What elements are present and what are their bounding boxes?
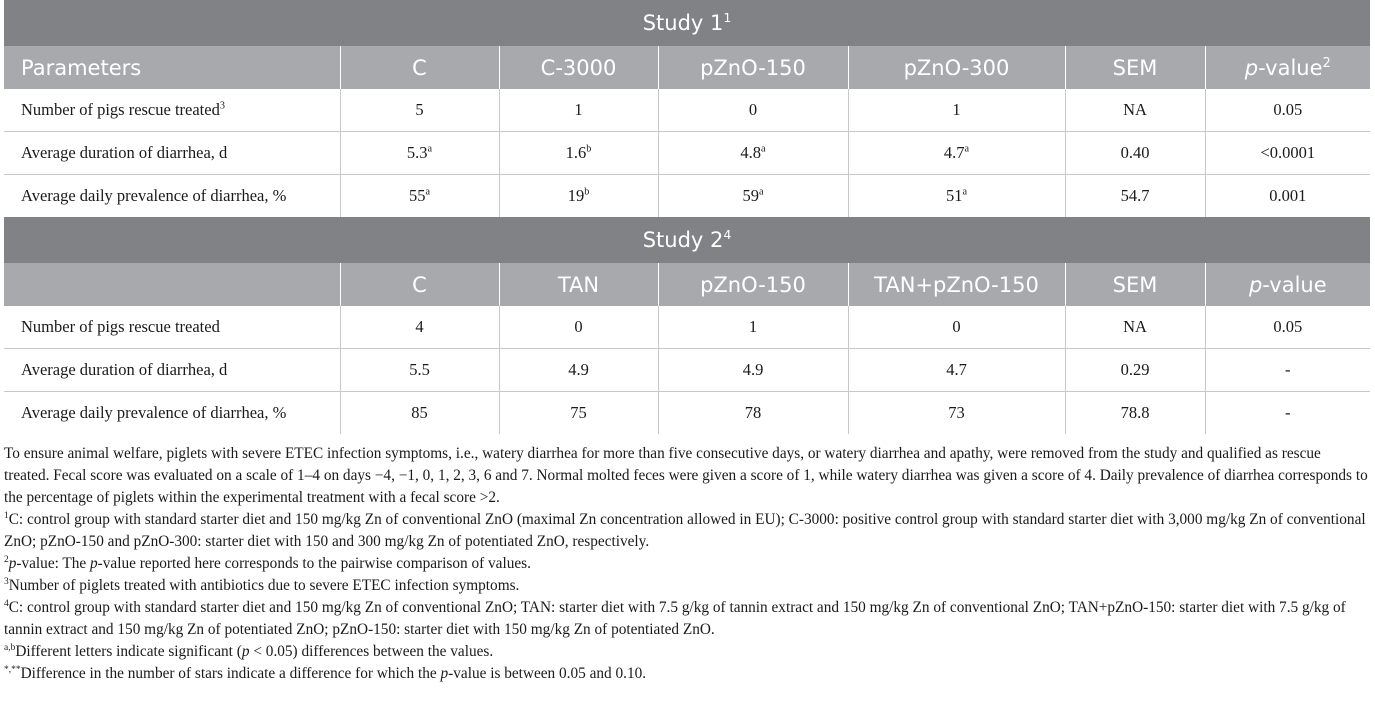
column-header — [4, 263, 340, 306]
column-header: C-3000 — [499, 46, 658, 89]
table-footnotes — [4, 443, 1370, 685]
study1-title-row — [4, 0, 1370, 46]
row-label: Average daily prevalence of diarrhea, % — [21, 186, 287, 205]
table-cell: 0.29 — [1065, 349, 1205, 392]
footnote-3: $^3$Number of piglets treated with antibiotics due to severe ETEC infection symptoms. — [4, 576, 520, 594]
table-cell: 1 — [499, 89, 658, 132]
study1-title-text: Study 1 — [642, 11, 724, 35]
table-cell: 73 — [848, 392, 1065, 435]
table-cell: 0 — [499, 306, 658, 349]
row-label: Number of pigs rescue treated — [4, 306, 340, 349]
table-cell: <0.0001 — [1205, 132, 1370, 175]
footnote-4: $^4$C: control group with standard starter diet and 150 mg/kg Zn of conventional ZnO; TAN: starter diet with 7.5 g/kg of tannin extract and 150 mg/kg Zn of conventional ZnO; TAN+pZnO-150: starter diet with 7.5 g/kg of tannin extract and 150 mg/kg Zn of potentiated ZnO; pZnO-150: starter diet with 150 mg/kg Zn of potentiated ZnO. — [4, 598, 1346, 638]
footnote-intro: To ensure animal welfare, piglets with severe ETEC infection symptoms, i.e., watery diarrhea for more than five consecutive days, or watery diarrhea and apathy, were removed from the study and qualified as rescue treated. Fecal score was evaluated on a scale of 1–4 on days −4, −1, 0, 1, 2, 3, 6 and 7. Normal molted feces were given a score of 1, while watery diarrhea was given a score of 4. Daily prevalence of diarrhea corresponds to the percentage of piglets within the experimental treatment with a fecal score >2. — [4, 445, 1368, 506]
table-cell: 59$^a$ — [658, 175, 848, 218]
column-header: pZnO-150 — [658, 263, 848, 306]
table-row — [4, 89, 1370, 132]
table-cell: 1 — [658, 306, 848, 349]
column-header: C — [340, 46, 499, 89]
study1-title — [4, 0, 1370, 46]
table-cell: 4.7$^a$ — [848, 132, 1065, 175]
table-cell: 5 — [340, 89, 499, 132]
table-cell: 0.001 — [1205, 175, 1370, 218]
footnote-2: $^2$p-value: The p-value reported here corresponds to the pairwise comparison of values. — [4, 554, 531, 572]
table-cell: 4.8$^a$ — [658, 132, 848, 175]
table-cell: NA — [1065, 306, 1205, 349]
table-cell: 19$^b$ — [499, 175, 658, 218]
column-header: TAN+pZnO-150 — [848, 263, 1065, 306]
study1-title-footnote: 1 — [723, 10, 732, 25]
column-header: pZnO-150 — [658, 46, 848, 89]
table-cell: 78.8 — [1065, 392, 1205, 435]
column-header: TAN — [499, 263, 658, 306]
study2-title-footnote: 4 — [723, 227, 732, 242]
row-label: Average daily prevalence of diarrhea, % — [21, 403, 287, 422]
table-cell: 0.05 — [1205, 306, 1370, 349]
table-cell: 55$^a$ — [340, 175, 499, 218]
table-cell: 4.7 — [848, 349, 1065, 392]
study2-title — [4, 217, 1370, 263]
results-table — [4, 0, 1370, 434]
table-cell: 78 — [658, 392, 848, 435]
study2-title-text: Study 2 — [642, 228, 724, 252]
table-cell: - — [1205, 349, 1370, 392]
column-header-pvalue: p-value$^2$ — [1205, 46, 1370, 89]
column-header: SEM — [1065, 46, 1205, 89]
table-cell: 75 — [499, 392, 658, 435]
study1-header-row — [4, 46, 1370, 89]
table-cell: 0.05 — [1205, 89, 1370, 132]
column-header: C — [340, 263, 499, 306]
table-cell: 0 — [848, 306, 1065, 349]
row-label: Average duration of diarrhea, d — [4, 349, 340, 392]
column-header-pvalue: p-value — [1205, 263, 1370, 306]
table-row — [4, 132, 1370, 175]
table-cell: NA — [1065, 89, 1205, 132]
table-row — [4, 349, 1370, 392]
table-cell: 54.7 — [1065, 175, 1205, 218]
table-row — [4, 392, 1370, 435]
table-row — [4, 306, 1370, 349]
table-row — [4, 175, 1370, 218]
table-cell: 4 — [340, 306, 499, 349]
column-header: SEM — [1065, 263, 1205, 306]
study2-title-row — [4, 217, 1370, 263]
table-cell: 51$^a$ — [848, 175, 1065, 218]
table-cell: 4.9 — [499, 349, 658, 392]
table-cell: 85 — [340, 392, 499, 435]
table-cell: 1 — [848, 89, 1065, 132]
table-cell: 0 — [658, 89, 848, 132]
study2-header-row — [4, 263, 1370, 306]
table-cell: 0.40 — [1065, 132, 1205, 175]
row-label: Number of pigs rescue treated$^3$ — [4, 89, 340, 132]
table-cell: 1.6$^b$ — [499, 132, 658, 175]
footnote-1: $^1$C: control group with standard starter diet and 150 mg/kg Zn of conventional ZnO (maximal Zn concentration allowed in EU); C-3000: positive control group with standard starter diet with 3,000 mg/kg Zn of conventional ZnO; pZnO-150 and pZnO-300: starter diet with 150 and 300 mg/kg Zn of potentiated ZnO, respectively. — [4, 510, 1366, 550]
table-cell: 4.9 — [658, 349, 848, 392]
footnote-letters: $^{a,b}$Different letters indicate significant (p < 0.05) differences between the values. — [4, 642, 494, 660]
table-cell: 5.5 — [340, 349, 499, 392]
row-label: Average duration of diarrhea, d — [4, 132, 340, 175]
table-cell: 5.3$^a$ — [340, 132, 499, 175]
table-cell: - — [1205, 392, 1370, 435]
column-header: pZnO-300 — [848, 46, 1065, 89]
column-header: Parameters — [4, 46, 340, 89]
results-table-container — [4, 0, 1370, 434]
footnote-stars: *,**Difference in the number of stars indicate a difference for which the p-value is between 0.05 and 0.10. — [4, 664, 647, 682]
